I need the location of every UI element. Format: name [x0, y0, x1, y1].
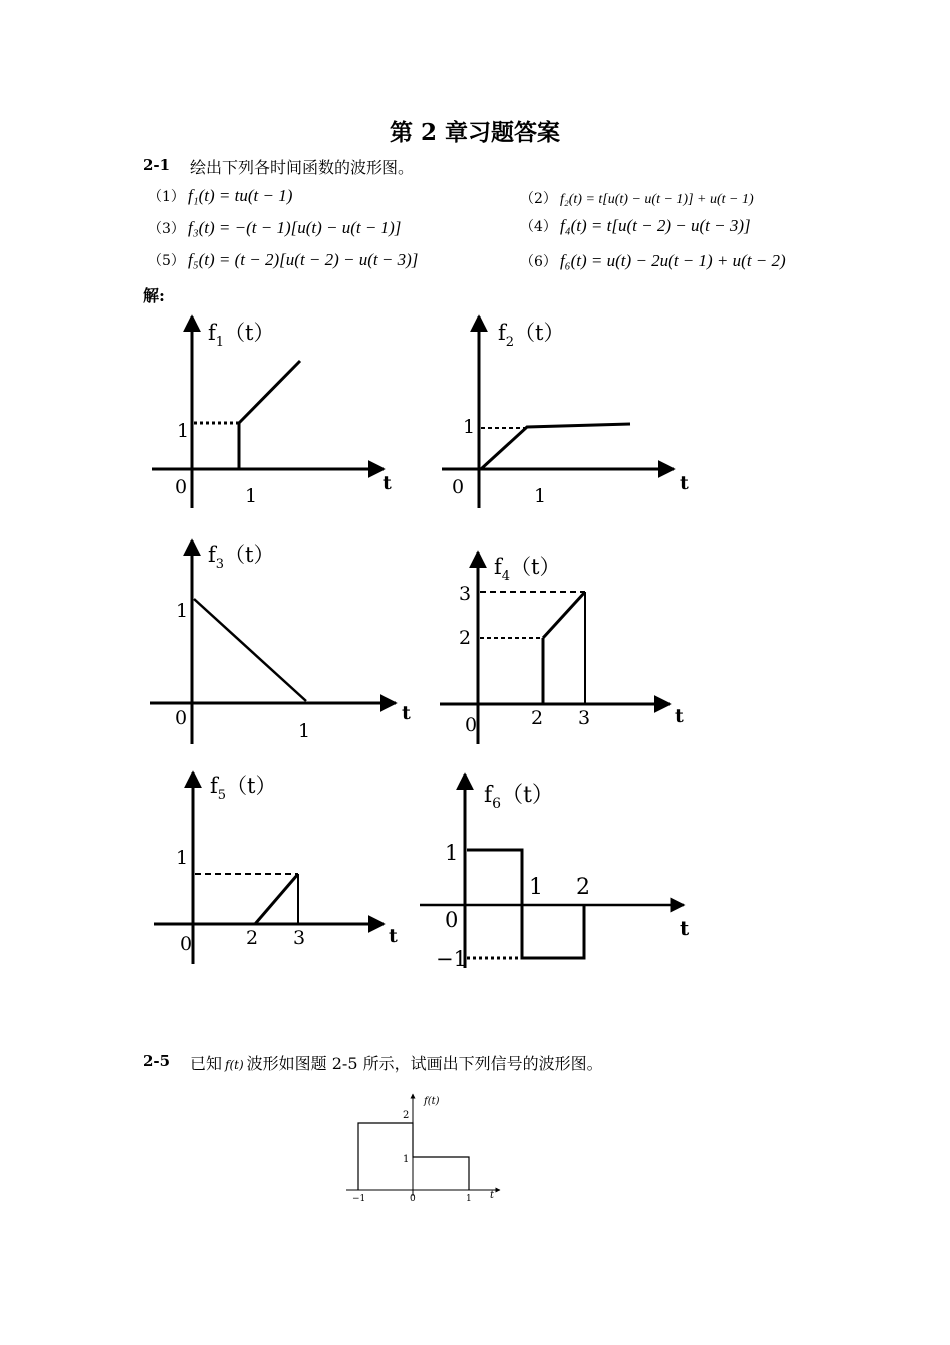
y-axis-label: f(t): [424, 1096, 440, 1107]
func-symbol: f(t): [225, 1058, 244, 1072]
tick-label: 1: [529, 875, 543, 900]
xtick-label: 0: [410, 1194, 416, 1204]
tick-label: 2: [576, 875, 590, 900]
graph-label: $f_1(t)$: [208, 321, 275, 350]
graph-f4: [440, 552, 684, 744]
tick-label: 1: [245, 485, 258, 507]
tick-label: 3: [578, 707, 591, 729]
page-title: 第 2 章习题答案: [389, 119, 561, 146]
ramp-line: [194, 599, 306, 701]
t-axis-label: t: [680, 916, 690, 940]
ramp-line: [481, 424, 630, 469]
item-label: （6）: [520, 254, 557, 270]
graph-f2: [442, 316, 689, 508]
xtick-label: 1: [466, 1194, 472, 1204]
origin-label: 0: [452, 476, 465, 498]
item-formula: f₃(t) = −(t − 1)[u(t) − u(t − 1)]: [188, 218, 402, 237]
ytick-label: −1: [436, 947, 467, 971]
origin-label: 0: [180, 933, 193, 955]
item-label: （4）: [520, 219, 557, 235]
item-label: （2）: [520, 191, 557, 207]
item-formula: f₂(t) = t[u(t) − u(t − 1)] + u(t − 1): [560, 192, 754, 207]
origin-label: 0: [445, 908, 459, 932]
item-formula: f₄(t) = t[u(t − 2) − u(t − 3)]: [560, 216, 751, 235]
item-formula: f₁(t) = tu(t − 1): [188, 186, 293, 205]
figure-2-5: [340, 1090, 510, 1206]
ytick-label: 1: [463, 416, 476, 438]
item-label: （3）: [148, 221, 185, 237]
graph-f5: [154, 772, 398, 964]
tick-label: 3: [293, 927, 306, 949]
origin-label: 0: [175, 476, 188, 498]
origin-label: 0: [175, 707, 188, 729]
graph-f1: [152, 316, 392, 508]
graph-label: $f_5(t)$: [210, 774, 277, 803]
tick-label: 1: [534, 485, 547, 507]
item-label: （5）: [148, 253, 185, 269]
t-axis-label: t: [675, 705, 684, 727]
t-axis-label: t: [389, 925, 398, 947]
solution-label: 解:: [143, 286, 165, 305]
t-axis-label: t: [680, 472, 689, 494]
ytick-label: 3: [459, 583, 472, 605]
ytick-label: 1: [176, 600, 189, 622]
graph-label: $f_4(t)$: [494, 555, 561, 584]
graph-label: $f_2(t)$: [498, 321, 565, 350]
item-formula: f₆(t) = u(t) − 2u(t − 1) + u(t − 2): [560, 251, 786, 270]
graph-f3: [150, 540, 411, 744]
ytick-label: 2: [403, 1110, 410, 1121]
graph-f6: [420, 774, 690, 971]
graph-label: $f_6(t)$: [484, 783, 554, 812]
ramp-line: [239, 361, 300, 423]
tick-label: 2: [246, 927, 259, 949]
origin-label: 0: [465, 714, 478, 736]
problem-number: 2-1: [143, 156, 171, 174]
ytick-label: 1: [445, 841, 459, 865]
item-label: （1）: [148, 189, 185, 205]
xtick-label: −1: [352, 1194, 366, 1204]
ytick-label: 1: [403, 1154, 410, 1165]
t-axis-label: t: [383, 472, 392, 494]
graph-label: $f_3(t)$: [208, 543, 275, 572]
ramp-line: [255, 874, 298, 924]
problem-number: 2-5: [143, 1052, 171, 1070]
ytick-label: 2: [459, 627, 472, 649]
tick-label: 2: [531, 707, 544, 729]
ytick-label: 1: [176, 847, 189, 869]
problem-text: 已知 f(t) 波形如图题 2-5 所示，试画出下列信号的波形图。: [190, 1054, 603, 1073]
tick-label: 1: [298, 720, 311, 742]
ramp-line: [543, 592, 585, 638]
t-axis-label: t: [402, 702, 411, 724]
ytick-label: 1: [177, 420, 190, 442]
x-axis-label: t: [490, 1190, 495, 1201]
item-formula: f₅(t) = (t − 2)[u(t − 2) − u(t − 3)]: [188, 250, 419, 269]
problem-text: 绘出下列各时间函数的波形图。: [190, 158, 415, 177]
